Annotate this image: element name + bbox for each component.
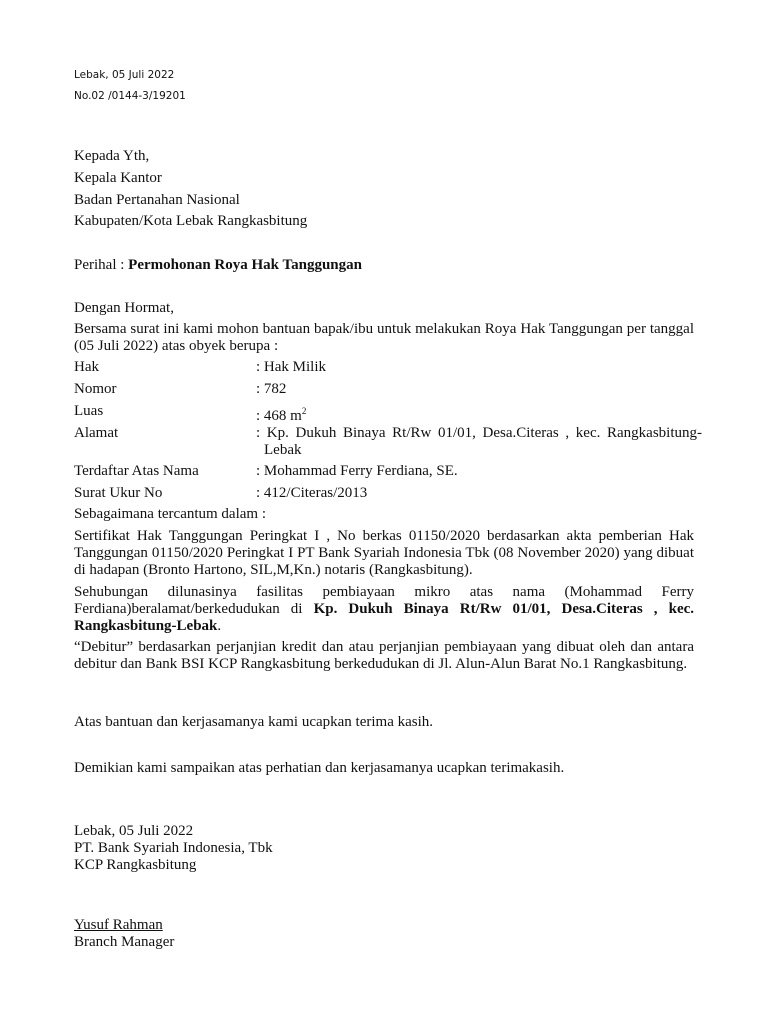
field-value-wrap [256, 403, 694, 425]
signatory-name-text: Yusuf Rahman [74, 917, 163, 933]
settlement-text: Sehubungan dilunasinya fasilitas pembiayaan mikro atas nama (Mohammad Ferry Ferdiana)beralamat/berkedudukan di [74, 584, 694, 617]
field-value-superscript: 2 [301, 406, 307, 416]
field-value: : Kp. Dukuh Binaya Rt/Rw 01/01, Desa.Citeras , kec. Rangkasbitung-Lebak [256, 425, 702, 458]
field-value: : 468 m [256, 408, 302, 424]
field-label: Hak [74, 359, 99, 375]
intro-paragraph: Bersama surat ini kami mohon bantuan bapak/ibu untuk melakukan Roya Hak Tanggungan per tanggal (05 Juli 2022) atas obyek berupa : [74, 321, 694, 354]
recipient-line-2: Kepala Kantor [74, 170, 162, 186]
field-value: : Mohammad Ferry Ferdiana, SE. [256, 463, 458, 479]
field-label: Luas [74, 403, 104, 419]
settlement-paragraph [74, 584, 694, 635]
settlement-end: . [217, 618, 222, 634]
field-value: : 782 [256, 381, 287, 397]
signatory-name [74, 917, 163, 934]
field-label: Surat Ukur No [74, 485, 163, 501]
subject-line [74, 257, 362, 274]
recipient-line-4: Kabupaten/Kota Lebak Rangkasbitung [74, 213, 308, 229]
field-label: Terdaftar Atas Nama [74, 463, 199, 479]
field-value: : Hak Milik [256, 359, 326, 375]
header-place-date: Lebak, 05 Juli 2022 [74, 69, 175, 81]
closing-line: Demikian kami sampaikan atas perhatian dan kerjasamanya ucapkan terimakasih. [74, 760, 565, 776]
debtor-paragraph: “Debitur” berdasarkan perjanjian kredit dan atau perjanjian pembiayaan yang dibuat oleh dan antara debitur dan Bank BSI KCP Rangkasbitung berkedudukan di Jl. Alun-Alun Barat No.1 Rangkasbitung. [74, 639, 694, 672]
recipient-line-1: Kepada Yth, [74, 148, 150, 164]
subject-label: Perihal : [74, 257, 129, 273]
signature-branch: KCP Rangkasbitung [74, 857, 197, 873]
subject-text: Permohonan Roya Hak Tanggungan [128, 257, 362, 273]
field-value: : 412/Citeras/2013 [256, 485, 368, 501]
letter-number: No.02 /0144-3/19201 [74, 90, 186, 102]
recipient-line-3: Badan Pertanahan Nasional [74, 192, 240, 208]
salutation: Dengan Hormat, [74, 300, 174, 316]
certificate-paragraph: Sertifikat Hak Tanggungan Peringkat I , No berkas 01150/2020 berdasarkan akta pemberian Hak Tanggungan 01150/2020 Peringkat I PT Bank Syariah Indonesia Tbk (08 November 2020) yang dibuat di hadapan (Bronto Hartono, SIL,M,Kn.) notaris (Rangkasbitung). [74, 528, 694, 578]
settlement-address: Kp. Dukuh Binaya Rt/Rw 01/01, Desa.Citeras , kec. Rangkasbitung-Lebak [74, 601, 695, 634]
signature-company: PT. Bank Syariah Indonesia, Tbk [74, 840, 273, 856]
as-stated-line: Sebagaimana tercantum dalam : [74, 506, 267, 522]
thanks-line: Atas bantuan dan kerjasamanya kami ucapkan terima kasih. [74, 714, 434, 730]
field-label: Nomor [74, 381, 117, 397]
signature-place-date: Lebak, 05 Juli 2022 [74, 823, 194, 839]
signatory-title: Branch Manager [74, 934, 175, 950]
field-label: Alamat [74, 425, 119, 441]
